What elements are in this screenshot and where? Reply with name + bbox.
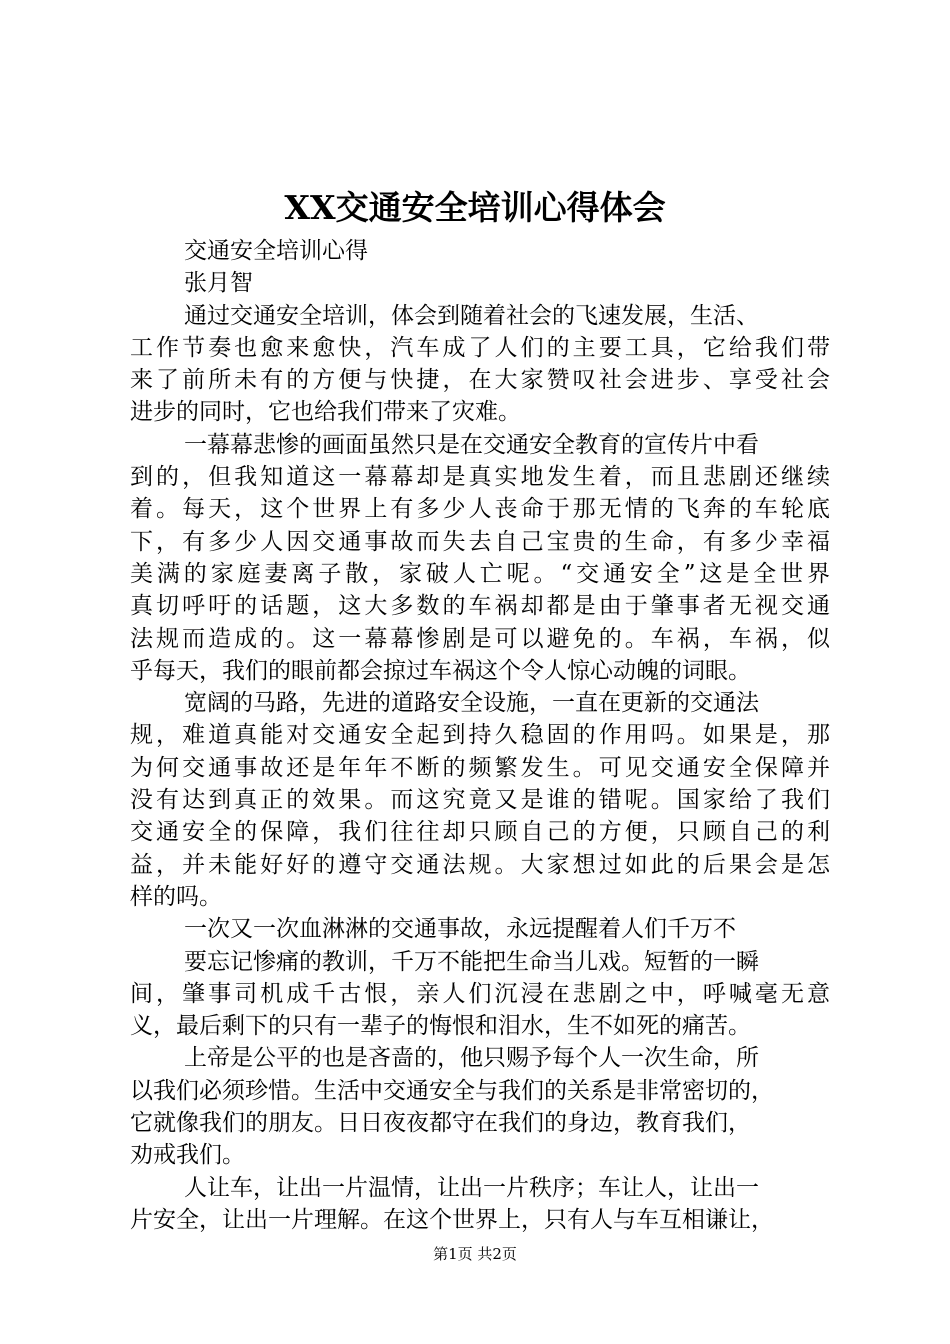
body-line: 没有达到真正的效果。而这究竟又是谁的错呢。国家给了我们 bbox=[130, 787, 830, 814]
body-line: 法规而造成的。这一幕幕惨剧是可以避免的。车祸，车祸，似 bbox=[130, 625, 830, 652]
document-body bbox=[130, 235, 830, 1236]
body-line: 工作节奏也愈来愈快，汽车成了人们的主要工具，它给我们带 bbox=[130, 334, 830, 361]
body-line: 着。每天，这个世界上有多少人丧命于那无情的飞奔的车轮底 bbox=[130, 496, 830, 523]
body-line: 间，肇事司机成千古恨，亲人们沉浸在悲剧之中，呼喊毫无意 bbox=[130, 980, 830, 1007]
body-line: 要忘记惨痛的教训，千万不能把生命当儿戏。短暂的一瞬 bbox=[184, 948, 759, 975]
page-footer: 第1页 共2页 bbox=[433, 1245, 517, 1263]
body-line: 规，难道真能对交通安全起到持久稳固的作用吗。如果是，那 bbox=[130, 722, 830, 749]
body-line: 交通安全培训心得 bbox=[184, 238, 368, 264]
body-line: 人让车，让出一片温情，让出一片秩序；车让人，让出一 bbox=[184, 1174, 759, 1201]
body-line: 真切呼吁的话题，这大多数的车祸却都是由于肇事者无视交通 bbox=[130, 593, 830, 620]
body-line: 进步的同时，它也给我们带来了灾难。 bbox=[130, 399, 521, 426]
body-line: 一次又一次血淋淋的交通事故，永远提醒着人们千万不 bbox=[184, 916, 736, 943]
body-line: 为何交通事故还是年年不断的频繁发生。可见交通安全保障并 bbox=[130, 754, 830, 781]
body-line: 宽阔的马路，先进的道路安全设施，一直在更新的交通法 bbox=[184, 690, 759, 717]
body-line: 交通安全的保障，我们往往却只顾自己的方便，只顾自己的利 bbox=[130, 819, 830, 846]
body-line: 义，最后剩下的只有一辈子的悔恨和泪水，生不如死的痛苦。 bbox=[130, 1013, 751, 1040]
document-title: XX交通安全培训心得体会 bbox=[284, 188, 666, 227]
body-line: 下，有多少人因交通事故而失去自己宝贵的生命，有多少幸福 bbox=[130, 528, 830, 555]
body-line: 片安全，让出一片理解。在这个世界上，只有人与车互相谦让， bbox=[130, 1206, 774, 1233]
body-line: 样的吗。 bbox=[130, 883, 222, 910]
body-line: 通过交通安全培训，体会到随着社会的飞速发展，生活、 bbox=[184, 302, 759, 329]
body-line: 到的，但我知道这一幕幕却是真实地发生着，而且悲剧还继续 bbox=[130, 464, 830, 491]
body-line: 乎每天，我们的眼前都会掠过车祸这个令人惊心动魄的词眼。 bbox=[130, 657, 751, 684]
body-line: 以我们必须珍惜。生活中交通安全与我们的关系是非常密切的， bbox=[130, 1077, 774, 1104]
body-line: 益，并未能好好的遵守交通法规。大家想过如此的后果会是怎 bbox=[130, 851, 830, 878]
body-line: 劝戒我们。 bbox=[130, 1142, 245, 1169]
body-line: 张月智 bbox=[184, 270, 253, 297]
body-line: 美满的家庭妻离子散，家破人亡呢。“交通安全”这是全世界 bbox=[130, 560, 830, 587]
body-line: 一幕幕悲惨的画面虽然只是在交通安全教育的宣传片中看 bbox=[184, 431, 759, 458]
body-line: 来了前所未有的方便与快捷，在大家赞叹社会进步、享受社会 bbox=[130, 367, 830, 394]
body-line: 上帝是公平的也是吝啬的，他只赐予每个人一次生命，所 bbox=[184, 1045, 759, 1072]
body-line: 它就像我们的朋友。日日夜夜都守在我们的身边，教育我们， bbox=[130, 1110, 751, 1137]
